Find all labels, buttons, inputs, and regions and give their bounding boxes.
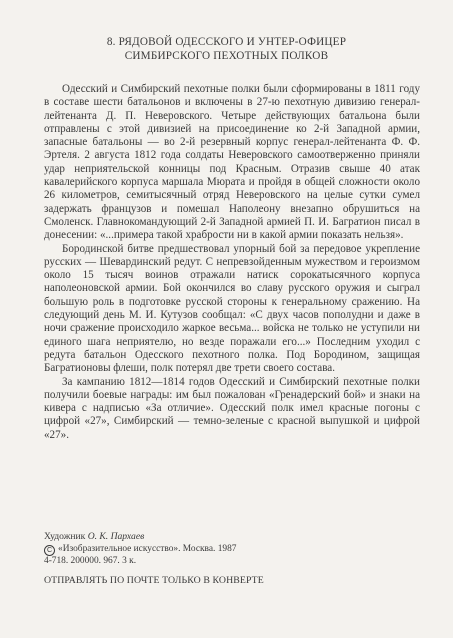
- publisher-line: «Изобразительное искусство». Москва. 1987: [58, 544, 237, 554]
- artist-credit: [44, 531, 144, 543]
- copyright-icon: C: [44, 545, 55, 556]
- artist-label: Художник: [44, 531, 86, 542]
- print-code: 4-718. 200000. 967. 3 к.: [44, 556, 137, 566]
- page-title: [40, 35, 413, 63]
- artist-name: О. К. Пархаев: [87, 531, 145, 542]
- title-line-2: СИМБИРСКОГО ПЕХОТНЫХ ПОЛКОВ: [124, 50, 329, 62]
- title-line-1: 8. РЯДОВОЙ ОДЕССКОГО И УНТЕР-ОФИЦЕР: [106, 36, 347, 48]
- paragraph-3: За кампанию 1812—1814 годов Одесский и Симбирский пехотные полки получили боевые награды: им был пожалован «Гренадерский бой» и знаки на кивера с надписью «За отличие». Одесский полк имел красные погоны с цифрой «27», Симбирский — темно-зеленые с красной выпушкой и цифрой «27».: [44, 375, 420, 441]
- publisher-info: [44, 544, 236, 568]
- mailing-instruction: ОТПРАВЛЯТЬ ПО ПОЧТЕ ТОЛЬКО В КОНВЕРТЕ: [44, 575, 264, 586]
- paragraph-1: Одесский и Симбирский пехотные полки были сформированы в 1811 году в составе шести батальонов и включены в 27-ю пехотную дивизию генерал-лейтенанта Д. П. Неверовского. Четыре действующих батальона были отправлены с этой дивизией на присоединение ко 2-й Западной армии, запасные батальоны — во 2-й резервный корпус генерал-лейтенанта Ф. Ф. Эртеля. 2 августа 1812 года солдаты Неверовского самоотверженно приняли удар неприятельской конницы под Красным. Отразив свыше 40 атак кавалерийского корпуса маршала Мюрата и пройдя в общей сложности около 26 километров, семитысячный отряд Неверовского на целые сутки сумел задержать французов и помешал Наполеону внезапно обрушиться на Смоленск. Главнокомандующий 2-й Западной армией П. И. Багратион писал в донесении: «...примера такой храбрости ни в какой армии показать нельзя».: [44, 83, 420, 242]
- paragraph-2: Бородинской битве предшествовал упорный бой за передовое укрепление русских — Шевардинский редут. С непревзойденным мужеством и героизмом около 15 тысяч воинов отражали натиск сорокатысячного корпуса наполеоновской армии. Бой окончился во славу русского оружия и сыграл большую роль в подготовке русской стороны к генеральному сражению. На следующий день М. И. Кутузов сообщал: «С двух часов пополудни и даже в ночи сражение происходило жаркое весьма... войска не только не уступили ни единого шага неприятелю, но везде поражали его...» Последним уходил с редута батальон Одесского пехотного полка. Под Бородином, защищая Багратионовы флеши, полк потерял две трети своего состава.: [44, 242, 420, 375]
- article-body: [44, 83, 420, 442]
